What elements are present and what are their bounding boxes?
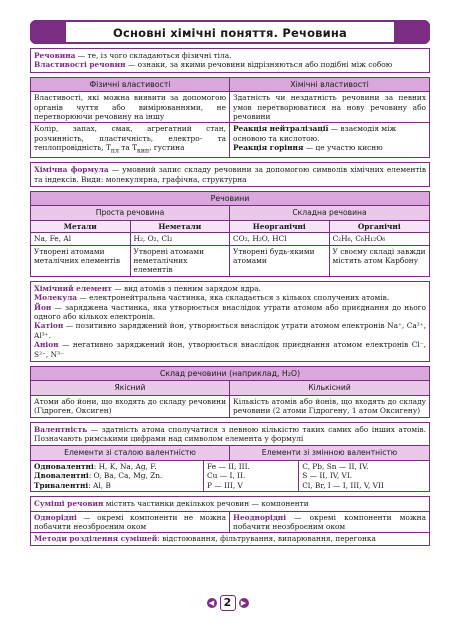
def-mixtures: містять частинки декількох речовин — компоненти — [103, 499, 309, 509]
valence-halogens: Cl, Br, I — I, III, V, VII — [302, 480, 384, 490]
page-content — [30, 20, 430, 550]
header-inorganic: Неорганічні — [230, 220, 330, 232]
def-homogeneous: — окремі компоненти не можна побачити неозброєним оком — [34, 512, 226, 531]
term-formula: Хімічна формула — [34, 165, 109, 175]
header-composition: Склад речовини (наприклад, H₂O) — [31, 367, 429, 380]
desc-inorganic: Утворені будь-якими атомами — [230, 245, 330, 276]
header-quantitative: Кількісний — [230, 380, 429, 394]
header-simple: Проста речовина — [31, 205, 230, 219]
divalent-line — [34, 471, 200, 480]
term-combustion: Реакція горіння — [233, 143, 304, 153]
constant-valence-list — [31, 460, 204, 491]
desc-nonmetals: Утворені атомами неметалічних елементів — [131, 245, 231, 276]
header-variable-valence: Елементи зі змінною валентністю — [230, 445, 429, 459]
term-heterogeneous: Неоднорідні — [233, 512, 286, 522]
def-element: — вид атомів з певним зарядом ядра. — [111, 283, 261, 293]
intro-line-1 — [34, 51, 426, 60]
example-nonmetals: H₂, O₂, Cl₂ — [131, 232, 231, 244]
chemical-examples — [230, 122, 429, 157]
term-properties: Властивості речовин — [34, 60, 126, 70]
def-cation: — позитивно заряджений йон, утворюється внаслідок утрати атомом електронів Na⁺, Ca²⁺, Al³⁺. — [34, 321, 426, 340]
label-divalent: Двовалентні — [34, 471, 89, 481]
value-monovalent: : H, K, Na, Ag, F. — [93, 461, 157, 471]
label-trivalent: Тривалентні — [34, 480, 89, 490]
example-metals: Na, Fe, Al — [31, 232, 131, 244]
term-mixtures: Суміші речовин — [34, 499, 104, 509]
t-melt-sub: пл — [110, 147, 119, 155]
header-organic: Органічні — [330, 220, 430, 232]
valence-c-pb-sn: C, Pb, Sn — II, IV. — [302, 461, 369, 471]
valence-definition — [31, 423, 429, 446]
mixtures-table — [30, 496, 430, 546]
physical-examples-end: , густина — [149, 143, 185, 153]
def-ion: — заряджена частинка, яка утворюється внаслідок утрати атомом або приєднання до нього одного або кількох електронів. — [34, 302, 426, 321]
term-anion: Аніон — [34, 340, 59, 350]
desc-quantitative: Кількість атомів або йонів, що входять до складу речовини (2 атоми Гідрогену, 1 атом Оксигену) — [230, 395, 429, 417]
variable-valence-col-1 — [204, 460, 299, 491]
valence-cu: Cu — I, II. — [207, 471, 246, 481]
term-substance: Речовина — [34, 51, 76, 60]
trivalent-line — [34, 481, 200, 490]
def-properties: — ознаки, за якими речовини відрізняються або подібні між собою — [125, 60, 393, 70]
cation-line — [34, 321, 426, 340]
term-cation: Катіон — [34, 321, 64, 331]
molecule-line — [34, 293, 426, 302]
term-neutralization: Реакція нейтралізації — [233, 124, 329, 134]
def-neutralization: — взаємодія між основою та кислотою. — [233, 124, 397, 143]
title-stripe-left — [30, 20, 66, 44]
term-homogeneous: Однорідні — [34, 512, 77, 522]
header-nonmetals: Неметали — [131, 220, 231, 232]
def-heterogeneous: — окремі компоненти можна побачити неозброєним оком — [233, 512, 426, 531]
separation-methods — [31, 532, 429, 544]
valence-fe: Fe — II, III. — [207, 461, 250, 471]
heterogeneous-cell — [230, 511, 429, 533]
term-element: Хімічний елемент — [34, 283, 112, 293]
def-valence: — здатність атома сполучатися з певною кількістю таких самих або інших атомів. Позначають римськими цифрами над символом елемента у формулі — [34, 424, 426, 444]
label-monovalent: Одновалентні — [34, 461, 94, 471]
desc-qualitative: Атоми або йони, що входять до складу речовини (Гідроген, Оксиген) — [31, 395, 230, 417]
value-trivalent: : Al, B — [88, 480, 111, 490]
def-formula: — умовний запис складу речовини за допомогою символів хімічних елементів та індексів. Види: молекулярна, графічна, структурна — [34, 165, 426, 184]
t-boil-sub: кип — [137, 147, 150, 155]
formula-box — [30, 162, 430, 187]
ion-line — [34, 303, 426, 322]
title-bar — [30, 20, 430, 44]
element-line — [34, 284, 426, 293]
page-footer — [0, 592, 455, 611]
mixtures-definition — [31, 497, 429, 510]
term-molecule: Молекула — [34, 293, 78, 303]
header-qualitative: Якісний — [31, 380, 230, 394]
physical-examples-text: Колір, запах, смак, агрегатний стан, розчинність, пластичність, електро- та теплопровідність, T — [34, 124, 226, 153]
header-substances: Речовини — [31, 192, 429, 205]
physical-examples — [31, 122, 230, 157]
properties-table — [30, 77, 430, 158]
composition-table — [30, 366, 430, 418]
variable-valence-col-2 — [299, 460, 429, 491]
page-title: Основні хімічні поняття. Речовина — [112, 26, 348, 40]
header-constant-valence: Елементи зі сталою валентністю — [31, 445, 230, 459]
value-divalent: : O, Ba, Ca, Mg, Zn. — [88, 471, 163, 481]
valence-table — [30, 422, 430, 492]
elements-box — [30, 281, 430, 362]
next-page-icon[interactable]: ▶ — [239, 598, 249, 608]
monovalent-line — [34, 462, 200, 471]
def-substance: — те, із чого складаються фізичні тіла. — [75, 51, 232, 60]
valence-p: P — III, V — [207, 480, 243, 490]
intro-box — [30, 48, 430, 73]
def-combustion: — це участю кисню — [303, 143, 383, 153]
valence-s: S — II, IV, VI. — [302, 471, 353, 481]
prev-page-icon[interactable]: ◀ — [207, 598, 217, 608]
header-complex: Складна речовина — [230, 205, 429, 219]
def-separation: : відстоювання, фільтрування, випарювання, перегонка — [157, 534, 376, 544]
title-stripe-right — [394, 20, 430, 44]
desc-organic: У своєму складі завжди містять атом Карбону — [330, 245, 430, 276]
term-valence: Валентність — [34, 424, 88, 434]
example-organic: C₂H₆, C₆H₁₂O₆ — [330, 232, 430, 244]
chemical-definition: Здатність чи нездатність речовини за певних умов перетворюватися на нову речовину або речовини — [230, 91, 429, 122]
homogeneous-cell — [31, 511, 230, 533]
page-number: 2 — [220, 595, 236, 611]
def-molecule: — електронейтральна частинка, яка складається з кількох сполучених атомів. — [77, 293, 390, 303]
header-physical: Фізичні властивості — [31, 78, 230, 91]
desc-metals: Утворені атомами металічних елементів — [31, 245, 131, 276]
physical-examples-mid: та T — [118, 143, 138, 153]
example-inorganic: CO₂, H₂O, HCl — [230, 232, 330, 244]
physical-definition: Властивості, які можна виявити за допомогою органів чуття або вимірюваннями, не перетворюючи речовину на іншу — [31, 91, 230, 122]
term-ion: Йон — [34, 302, 52, 312]
intro-line-2 — [34, 60, 426, 69]
header-chemical: Хімічні властивості — [230, 78, 429, 91]
anion-line — [34, 340, 426, 359]
header-metals: Метали — [31, 220, 131, 232]
def-anion: — негативно заряджений йон, утворюється внаслідок приєднання атомом електронів Cl⁻, S²⁻, N³⁻ — [34, 340, 426, 359]
term-separation: Методи розділення сумішей — [34, 534, 158, 544]
substances-table — [30, 191, 430, 277]
